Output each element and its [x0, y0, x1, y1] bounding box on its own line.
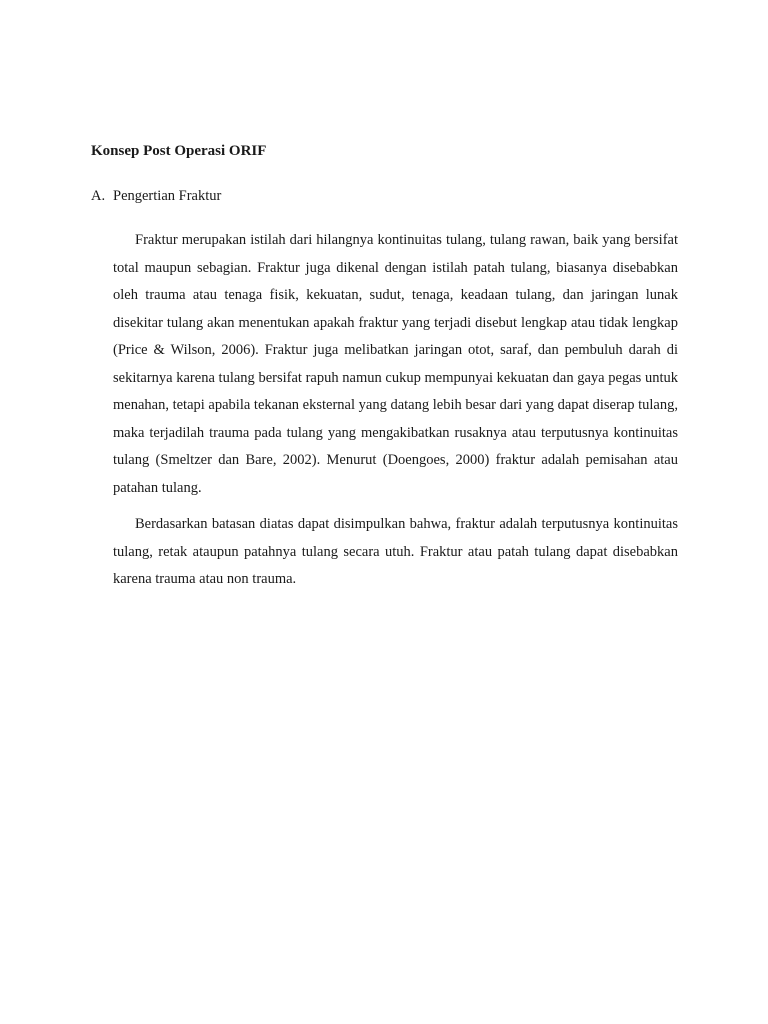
section-heading-text: Pengertian Fraktur	[113, 188, 222, 204]
section-marker: A.	[91, 188, 106, 204]
document-title: Konsep Post Operasi ORIF	[91, 143, 267, 159]
section-heading	[91, 186, 221, 206]
paragraph-1: Fraktur merupakan istilah dari hilangnya kontinuitas tulang, tulang rawan, baik yang bersifat total maupun sebagian. Fraktur juga dikenal dengan istilah patah tulang, biasanya disebabkan oleh trauma atau tenaga fisik, kekuatan, sudut, tenaga, keadaan tulang, dan jaringan lunak disekitar tulang akan menentukan apakah fraktur yang terjadi disebut lengkap atau tidak lengkap (Price & Wilson, 2006). Fraktur juga melibatkan jaringan otot, saraf, dan pembuluh darah di sekitarnya karena tulang bersifat rapuh namun cukup mempunyai kekuatan dan gaya pegas untuk menahan, tetapi apabila tekanan eksternal yang datang lebih besar dari yang dapat diserap tulang, maka terjadilah trauma pada tulang yang mengakibatkan rusaknya atau terputusnya kontinuitas tulang (Smeltzer dan Bare, 2002). Menurut (Doengoes, 2000) fraktur adalah pemisahan atau patahan tulang.	[113, 232, 678, 496]
paragraph-2: Berdasarkan batasan diatas dapat disimpulkan bahwa, fraktur adalah terputusnya kontinuitas tulang, retak ataupun patahnya tulang secara utuh. Fraktur atau patah tulang dapat disebabkan karena trauma atau non trauma.	[113, 516, 678, 587]
